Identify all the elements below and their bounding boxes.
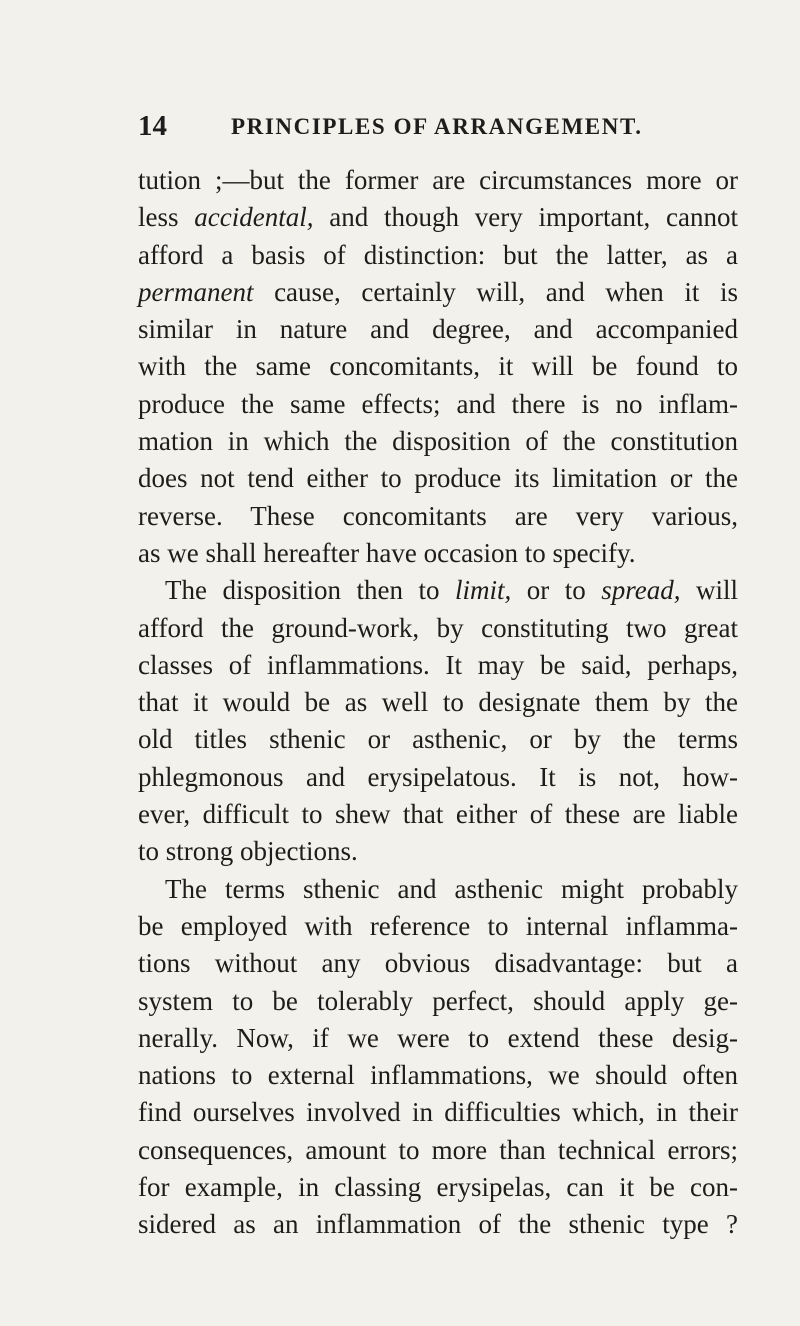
running-head [138,110,738,150]
text-line [138,274,738,311]
text-line [138,945,738,982]
text-run: ever, difficult to shew that either of these are liable [138,799,738,830]
text-run: mation in which the disposition of the constitution [138,426,738,457]
text-run: be employed with reference to internal inflamma- [138,910,738,941]
text-run: with the same concomitants, it will be found to [138,351,738,382]
text-line [138,871,738,908]
text-line [138,759,738,796]
italic-word: permanent [138,276,254,307]
text-run: find ourselves involved in difficulties which, in their [138,1097,738,1128]
text-line [138,162,738,199]
text-run: similar in nature and degree, and accompanied [138,314,738,345]
text-line [138,1132,738,1169]
text-run: reverse. These concomitants are very various, [138,500,738,531]
text-run: does not tend either to produce its limitation or the [138,463,738,494]
text-line [138,908,738,945]
text-line [138,348,738,385]
text-line [138,796,738,833]
text-line [138,460,738,497]
text-run: will [680,575,739,606]
text-run: phlegmonous and erysipelatous. It is not, how- [138,761,738,792]
text-line [138,535,738,572]
text-line [138,237,738,274]
text-line [138,311,738,348]
text-line [138,983,738,1020]
page-number: 14 [138,110,167,142]
text-run: as we shall hereafter have occasion to specify. [138,537,636,568]
text-line [138,386,738,423]
text-line [138,833,738,870]
text-run: The terms sthenic and asthenic might probably [165,873,738,904]
text-line [138,498,738,535]
text-run: nerally. Now, if we were to extend these desig- [138,1022,738,1053]
text-run: less [138,202,195,233]
text-run: for example, in classing erysipelas, can it be con- [138,1172,738,1203]
text-run: classes of inflammations. It may be said, perhaps, [138,649,738,680]
text-line [138,572,738,609]
text-line [138,684,738,721]
italic-word: limit, [454,575,512,606]
text-run: that it would be as well to designate them by the [138,687,738,718]
body-text [138,162,738,1244]
text-run: nations to external inflammations, we should often [138,1060,738,1091]
text-run: afford the ground-work, by constituting two great [138,612,738,643]
text-run: tution ;—but the former are circumstances more or [138,165,738,195]
text-line [138,610,738,647]
text-run: and though very important, cannot [313,202,739,233]
text-line [138,1206,738,1243]
text-run: afford a basis of distinction: but the latter, as a [138,239,738,270]
text-run: consequences, amount to more than technical errors; [138,1134,738,1165]
text-line [138,1020,738,1057]
text-run: or to [511,575,602,606]
text-run: cause, certainly will, and when it is [253,276,738,307]
text-run: The disposition then to [165,575,455,606]
text-line [138,721,738,758]
text-line [138,423,738,460]
italic-word: accidental, [194,202,314,233]
text-run: system to be tolerably perfect, should apply ge- [138,985,738,1016]
text-run: old titles sthenic or asthenic, or by the terms [138,724,738,755]
text-line [138,199,738,236]
text-line [138,1169,738,1206]
text-run: produce the same effects; and there is no inflam- [138,388,738,419]
text-line [138,647,738,684]
text-line [138,1094,738,1131]
text-run: tions without any obvious disadvantage: but a [138,948,738,979]
running-title: PRINCIPLES OF ARRANGEMENT. [231,114,643,139]
text-line [138,1057,738,1094]
text-run: sidered as an inflammation of the sthenic type ? [138,1209,738,1240]
italic-word: spread, [601,575,681,606]
text-run: to strong objections. [138,836,358,867]
